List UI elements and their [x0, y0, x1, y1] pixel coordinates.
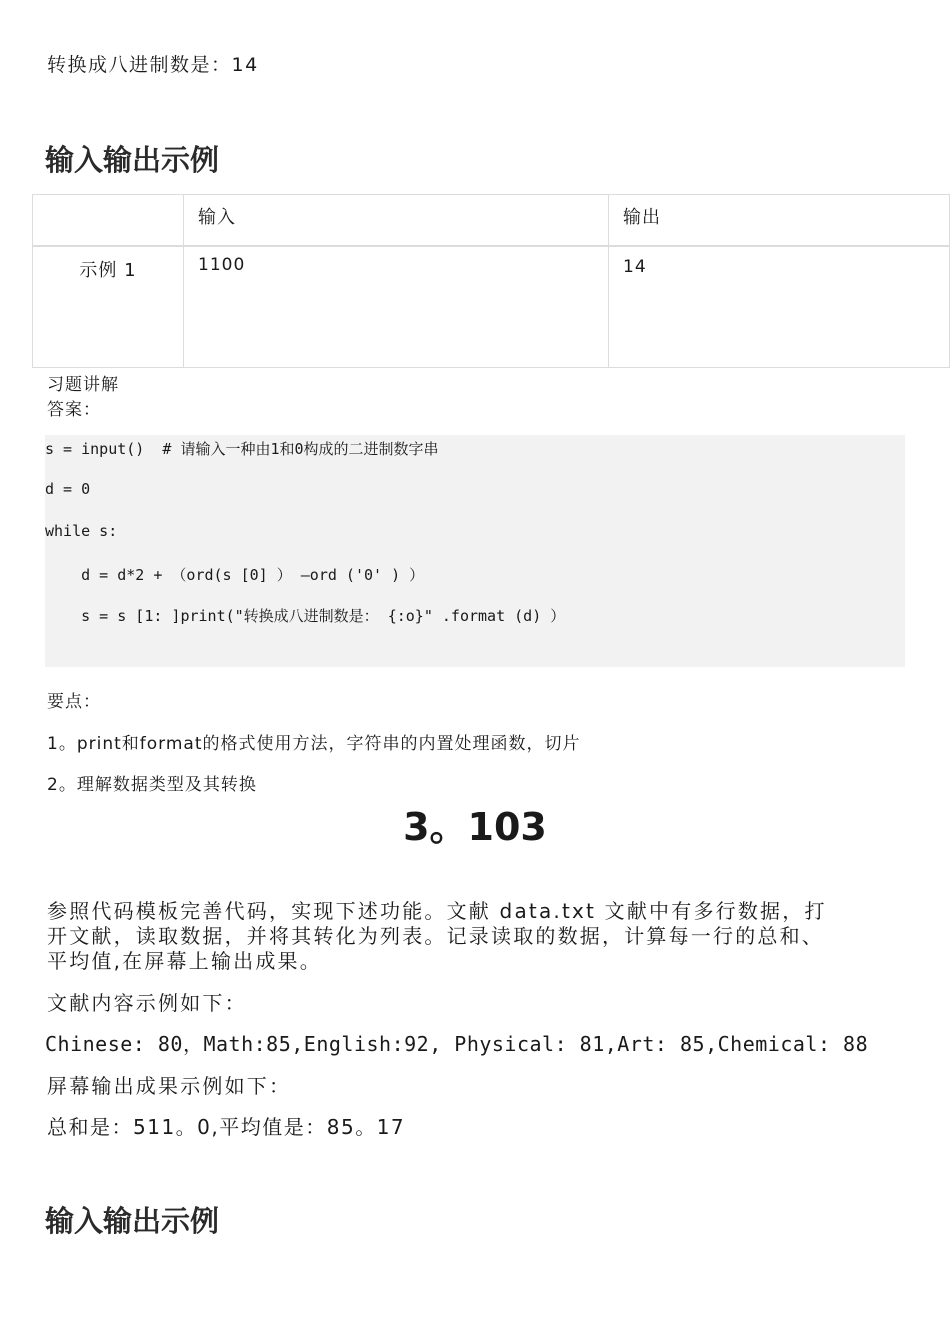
file-example-label: 文献内容示例如下：	[47, 991, 247, 1015]
io-example-table	[32, 194, 950, 368]
file-example-content: Chinese: 80，Math:85,English:92, Physical: 81,Art: 85,Chemical: 88	[45, 1032, 869, 1056]
table-cell-example-label: 示例 1	[33, 246, 184, 368]
table-cell-output: 14	[609, 246, 950, 368]
code-line: d = 0	[45, 480, 91, 498]
key-point-item: 1。print和format的格式使用方法，字符串的内置处理函数，切片	[47, 734, 581, 754]
code-line: while s:	[45, 522, 118, 540]
problem-title: 3。103	[403, 805, 547, 849]
key-point-item: 2。理解数据类型及其转换	[47, 775, 257, 795]
description-line: 开文献，读取数据，并将其转化为列表。记录读取的数据，计算每一行的总和、	[47, 924, 824, 948]
screen-output-content: 总和是：511。0,平均值是：85。17	[47, 1115, 406, 1139]
code-block	[45, 435, 905, 667]
table-header-row	[33, 195, 950, 247]
code-line: s = input() # 请输入一种由1和0构成的二进制数字串	[45, 440, 439, 458]
screen-output-label: 屏幕输出成果示例如下：	[47, 1074, 292, 1098]
table-cell-input: 1100	[184, 246, 609, 368]
table-header-input: 输入	[184, 195, 609, 247]
description-line: 平均值,在屏幕上输出成果。	[47, 949, 322, 973]
section-heading-io-example: 输入输出示例	[45, 143, 220, 177]
section-heading-io-example-2: 输入输出示例	[45, 1204, 220, 1238]
table-header-output: 输出	[609, 195, 950, 247]
code-line: d = d*2 + （ord(s [0] ） —ord ('0' ) ）	[45, 566, 425, 584]
table-header-cell-empty	[33, 195, 184, 247]
code-line: s = s [1: ]print("转换成八进制数是： {:o}" .format (d) ）	[45, 607, 566, 625]
description-line: 参照代码模板完善代码，实现下述功能。文献 data.txt 文献中有多行数据，打	[47, 899, 827, 923]
table-row	[33, 246, 950, 368]
intro-line: 转换成八进制数是：14	[47, 54, 259, 76]
answer-label: 答案：	[47, 400, 101, 420]
exercise-label: 习题讲解	[47, 375, 119, 395]
key-points-label: 要点：	[47, 692, 101, 712]
